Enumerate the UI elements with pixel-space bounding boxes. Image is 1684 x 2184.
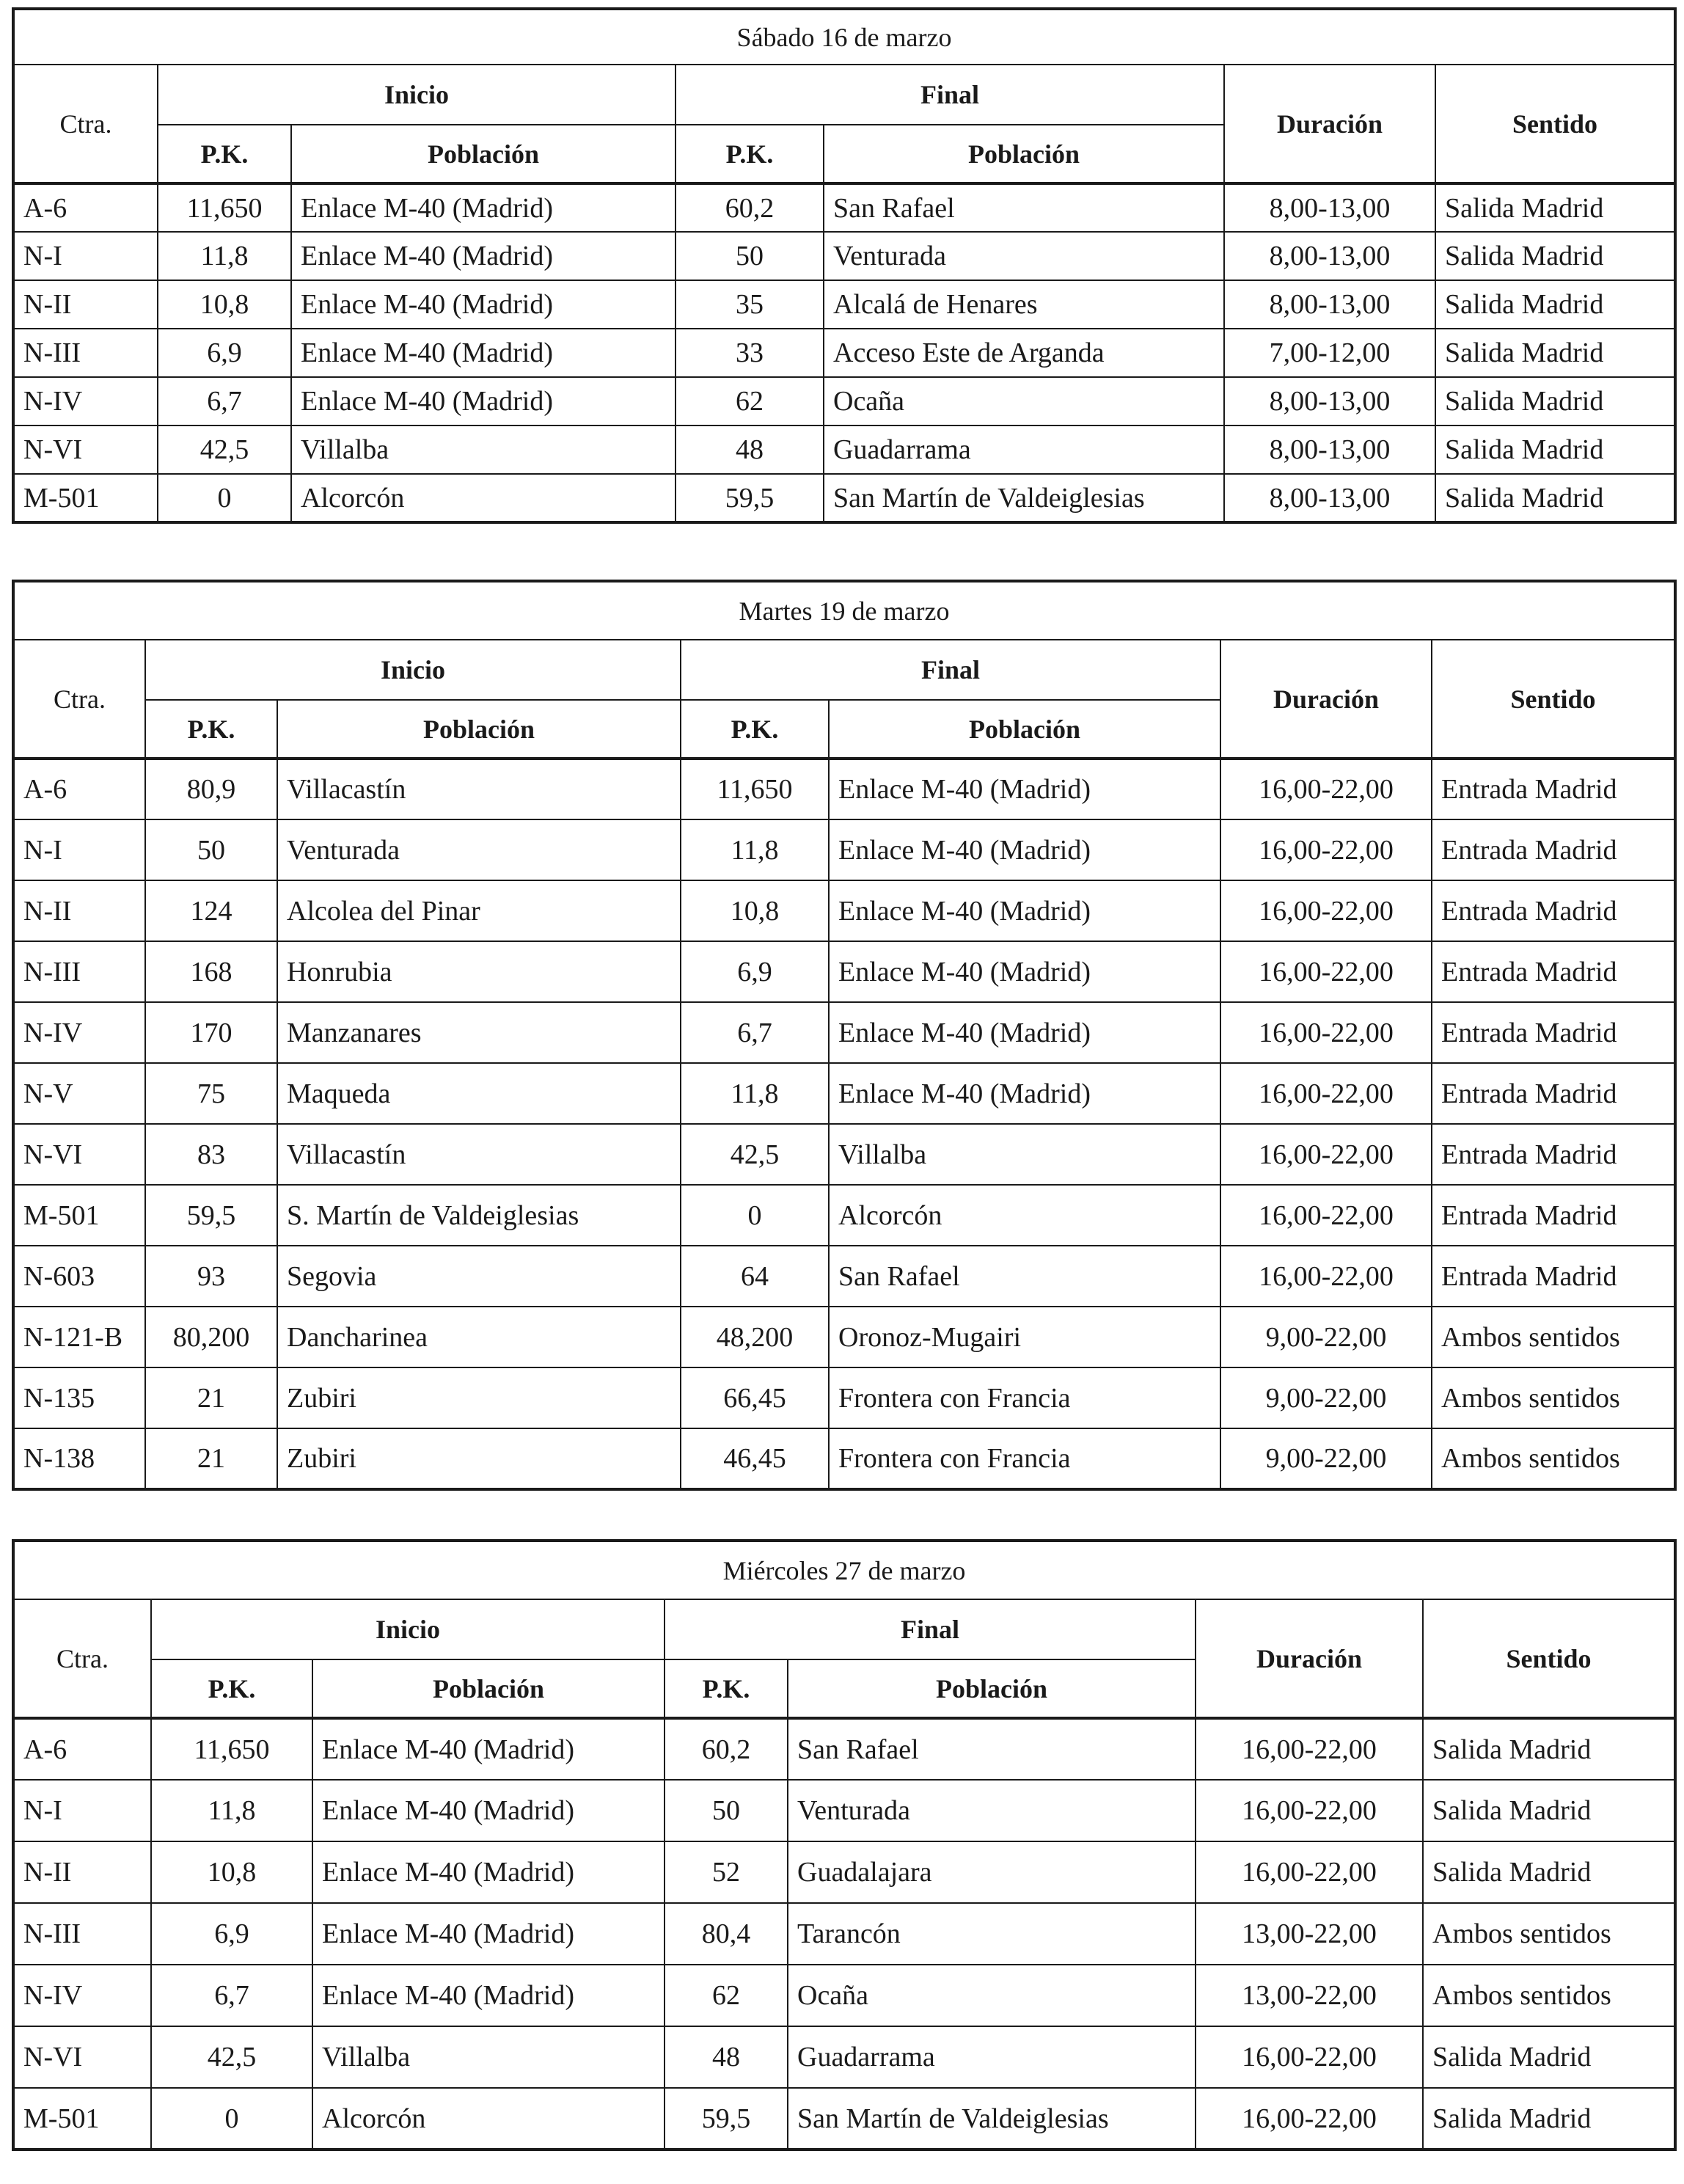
cell-pk-inicio: 6,9 [151, 1903, 312, 1965]
cell-poblacion-inicio: Alcorcón [312, 2088, 665, 2150]
cell-poblacion-inicio: Zubiri [277, 1367, 681, 1428]
cell-pk-inicio: 42,5 [151, 2026, 312, 2088]
cell-poblacion-inicio: Villalba [312, 2026, 665, 2088]
cell-pk-final: 42,5 [681, 1124, 829, 1185]
cell-sentido: Salida Madrid [1435, 329, 1675, 377]
table-row [13, 941, 1675, 1002]
table-row [13, 1124, 1675, 1185]
cell-duracion: 8,00-13,00 [1224, 183, 1435, 232]
col-header-poblacion-inicio: Población [291, 125, 676, 183]
col-header-ctra: Ctra. [13, 640, 145, 759]
cell-pk-inicio: 83 [145, 1124, 277, 1185]
cell-pk-final: 52 [665, 1841, 788, 1903]
cell-poblacion-inicio: Venturada [277, 819, 681, 880]
cell-sentido: Ambos sentidos [1432, 1367, 1675, 1428]
col-header-poblacion-final: Población [824, 125, 1224, 183]
col-header-pk-final: P.K. [676, 125, 824, 183]
cell-poblacion-final: Villalba [829, 1124, 1220, 1185]
col-header-sentido: Sentido [1435, 65, 1675, 183]
cell-sentido: Salida Madrid [1423, 1780, 1675, 1841]
col-header-inicio: Inicio [151, 1599, 665, 1659]
col-header-inicio: Inicio [145, 640, 681, 700]
cell-duracion: 8,00-13,00 [1224, 377, 1435, 426]
cell-pk-final: 60,2 [665, 1718, 788, 1780]
cell-poblacion-inicio: Enlace M-40 (Madrid) [291, 280, 676, 329]
cell-poblacion-inicio: Enlace M-40 (Madrid) [312, 1965, 665, 2026]
cell-poblacion-final: San Martín de Valdeiglesias [788, 2088, 1196, 2150]
cell-duracion: 9,00-22,00 [1220, 1428, 1432, 1489]
cell-poblacion-inicio: S. Martín de Valdeiglesias [277, 1185, 681, 1246]
cell-ctra: N-II [13, 1841, 151, 1903]
cell-duracion: 16,00-22,00 [1220, 1002, 1432, 1063]
cell-pk-final: 11,650 [681, 759, 829, 819]
cell-pk-inicio: 10,8 [151, 1841, 312, 1903]
col-header-inicio: Inicio [158, 65, 676, 125]
cell-ctra: N-II [13, 280, 158, 329]
cell-pk-final: 11,8 [681, 819, 829, 880]
cell-poblacion-inicio: Dancharinea [277, 1307, 681, 1367]
cell-pk-inicio: 59,5 [145, 1185, 277, 1246]
table-row [13, 280, 1675, 329]
cell-poblacion-final: San Martín de Valdeiglesias [824, 474, 1224, 522]
cell-ctra: A-6 [13, 183, 158, 232]
cell-sentido: Ambos sentidos [1432, 1428, 1675, 1489]
cell-duracion: 8,00-13,00 [1224, 280, 1435, 329]
cell-duracion: 7,00-12,00 [1224, 329, 1435, 377]
cell-pk-inicio: 11,650 [158, 183, 291, 232]
table-row [13, 1903, 1675, 1965]
cell-poblacion-final: Frontera con Francia [829, 1428, 1220, 1489]
cell-pk-inicio: 11,650 [151, 1718, 312, 1780]
col-header-pk-inicio: P.K. [151, 1659, 312, 1718]
col-header-ctra: Ctra. [13, 1599, 151, 1718]
cell-pk-final: 62 [676, 377, 824, 426]
cell-poblacion-final: Alcorcón [829, 1185, 1220, 1246]
cell-poblacion-inicio: Alcorcón [291, 474, 676, 522]
cell-poblacion-inicio: Enlace M-40 (Madrid) [291, 377, 676, 426]
cell-duracion: 13,00-22,00 [1196, 1965, 1423, 2026]
col-header-duracion: Duración [1196, 1599, 1423, 1718]
cell-poblacion-inicio: Honrubia [277, 941, 681, 1002]
cell-pk-inicio: 0 [158, 474, 291, 522]
cell-pk-inicio: 124 [145, 880, 277, 941]
cell-sentido: Salida Madrid [1435, 232, 1675, 280]
table-row [13, 1307, 1675, 1367]
cell-poblacion-inicio: Enlace M-40 (Madrid) [291, 183, 676, 232]
date-row [13, 1541, 1675, 1599]
cell-pk-inicio: 21 [145, 1367, 277, 1428]
schedule-table-sabado [12, 7, 1677, 524]
table-row [13, 1428, 1675, 1489]
cell-duracion: 16,00-22,00 [1196, 1841, 1423, 1903]
cell-poblacion-final: Tarancón [788, 1903, 1196, 1965]
cell-pk-inicio: 6,7 [158, 377, 291, 426]
col-header-final: Final [676, 65, 1224, 125]
cell-poblacion-final: Acceso Este de Arganda [824, 329, 1224, 377]
col-header-pk-inicio: P.K. [145, 700, 277, 759]
header-row [13, 1599, 1675, 1659]
table-date: Sábado 16 de marzo [13, 9, 1675, 65]
cell-poblacion-final: Enlace M-40 (Madrid) [829, 819, 1220, 880]
cell-duracion: 9,00-22,00 [1220, 1307, 1432, 1367]
cell-duracion: 16,00-22,00 [1220, 759, 1432, 819]
cell-ctra: M-501 [13, 474, 158, 522]
col-header-duracion: Duración [1224, 65, 1435, 183]
cell-pk-final: 50 [665, 1780, 788, 1841]
cell-ctra: M-501 [13, 2088, 151, 2150]
cell-pk-final: 48 [676, 426, 824, 474]
col-header-pk-inicio: P.K. [158, 125, 291, 183]
col-header-pk-final: P.K. [665, 1659, 788, 1718]
cell-ctra: M-501 [13, 1185, 145, 1246]
cell-sentido: Salida Madrid [1423, 1718, 1675, 1780]
cell-poblacion-final: San Rafael [788, 1718, 1196, 1780]
cell-duracion: 16,00-22,00 [1220, 1124, 1432, 1185]
cell-poblacion-final: San Rafael [829, 1246, 1220, 1307]
cell-sentido: Entrada Madrid [1432, 941, 1675, 1002]
cell-sentido: Salida Madrid [1423, 2026, 1675, 2088]
schedule-table-martes [12, 580, 1677, 1491]
table-row [13, 1780, 1675, 1841]
cell-sentido: Salida Madrid [1435, 183, 1675, 232]
cell-poblacion-final: Venturada [824, 232, 1224, 280]
cell-pk-final: 46,45 [681, 1428, 829, 1489]
table-row [13, 819, 1675, 880]
cell-pk-final: 59,5 [676, 474, 824, 522]
cell-pk-final: 62 [665, 1965, 788, 2026]
cell-ctra: N-VI [13, 426, 158, 474]
col-header-poblacion-final: Población [788, 1659, 1196, 1718]
table-row [13, 232, 1675, 280]
col-header-sentido: Sentido [1432, 640, 1675, 759]
cell-duracion: 16,00-22,00 [1220, 880, 1432, 941]
cell-duracion: 16,00-22,00 [1196, 2088, 1423, 2150]
col-header-poblacion-inicio: Población [312, 1659, 665, 1718]
cell-duracion: 16,00-22,00 [1196, 1780, 1423, 1841]
table-row [13, 1185, 1675, 1246]
table-date: Miércoles 27 de marzo [13, 1541, 1675, 1599]
cell-duracion: 8,00-13,00 [1224, 232, 1435, 280]
cell-poblacion-final: Venturada [788, 1780, 1196, 1841]
date-row [13, 9, 1675, 65]
cell-pk-final: 60,2 [676, 183, 824, 232]
cell-duracion: 16,00-22,00 [1220, 819, 1432, 880]
cell-duracion: 16,00-22,00 [1220, 941, 1432, 1002]
cell-sentido: Entrada Madrid [1432, 1124, 1675, 1185]
cell-pk-final: 59,5 [665, 2088, 788, 2150]
cell-poblacion-final: Ocaña [788, 1965, 1196, 2026]
cell-poblacion-final: Guadarrama [824, 426, 1224, 474]
cell-pk-inicio: 11,8 [158, 232, 291, 280]
col-header-sentido: Sentido [1423, 1599, 1675, 1718]
cell-ctra: N-IV [13, 1002, 145, 1063]
cell-pk-final: 48,200 [681, 1307, 829, 1367]
cell-poblacion-inicio: Enlace M-40 (Madrid) [291, 329, 676, 377]
cell-poblacion-final: Frontera con Francia [829, 1367, 1220, 1428]
table-row [13, 1002, 1675, 1063]
table-row [13, 880, 1675, 941]
table-date: Martes 19 de marzo [13, 581, 1675, 640]
table-row [13, 329, 1675, 377]
cell-duracion: 16,00-22,00 [1196, 1718, 1423, 1780]
cell-pk-final: 0 [681, 1185, 829, 1246]
col-header-poblacion-inicio: Población [277, 700, 681, 759]
cell-sentido: Salida Madrid [1423, 1841, 1675, 1903]
cell-sentido: Salida Madrid [1423, 2088, 1675, 2150]
cell-ctra: N-III [13, 1903, 151, 1965]
schedule-table-miercoles [12, 1539, 1677, 2151]
cell-poblacion-final: Ocaña [824, 377, 1224, 426]
cell-pk-inicio: 168 [145, 941, 277, 1002]
cell-pk-final: 6,7 [681, 1002, 829, 1063]
cell-duracion: 9,00-22,00 [1220, 1367, 1432, 1428]
cell-ctra: N-III [13, 941, 145, 1002]
table-row [13, 183, 1675, 232]
cell-pk-inicio: 42,5 [158, 426, 291, 474]
col-header-final: Final [681, 640, 1220, 700]
header-row [13, 640, 1675, 700]
col-header-duracion: Duración [1220, 640, 1432, 759]
cell-poblacion-final: Enlace M-40 (Madrid) [829, 759, 1220, 819]
table-row [13, 1063, 1675, 1124]
cell-ctra: N-III [13, 329, 158, 377]
cell-pk-final: 10,8 [681, 880, 829, 941]
cell-pk-final: 6,9 [681, 941, 829, 1002]
cell-ctra: N-VI [13, 1124, 145, 1185]
col-header-poblacion-final: Población [829, 700, 1220, 759]
cell-pk-inicio: 80,9 [145, 759, 277, 819]
cell-poblacion-inicio: Maqueda [277, 1063, 681, 1124]
cell-sentido: Salida Madrid [1435, 280, 1675, 329]
cell-poblacion-inicio: Enlace M-40 (Madrid) [312, 1718, 665, 1780]
cell-pk-inicio: 50 [145, 819, 277, 880]
cell-sentido: Salida Madrid [1435, 377, 1675, 426]
cell-ctra: N-I [13, 1780, 151, 1841]
cell-sentido: Ambos sentidos [1432, 1307, 1675, 1367]
cell-sentido: Ambos sentidos [1423, 1965, 1675, 2026]
table-row [13, 426, 1675, 474]
cell-pk-inicio: 93 [145, 1246, 277, 1307]
cell-poblacion-final: Enlace M-40 (Madrid) [829, 880, 1220, 941]
cell-poblacion-final: Alcalá de Henares [824, 280, 1224, 329]
cell-pk-final: 33 [676, 329, 824, 377]
header-row [13, 65, 1675, 125]
table-row [13, 1841, 1675, 1903]
cell-pk-final: 35 [676, 280, 824, 329]
cell-ctra: N-IV [13, 377, 158, 426]
cell-pk-inicio: 6,7 [151, 1965, 312, 2026]
cell-poblacion-inicio: Enlace M-40 (Madrid) [312, 1903, 665, 1965]
table-row [13, 1367, 1675, 1428]
cell-poblacion-inicio: Enlace M-40 (Madrid) [291, 232, 676, 280]
col-header-pk-final: P.K. [681, 700, 829, 759]
cell-pk-inicio: 80,200 [145, 1307, 277, 1367]
cell-pk-final: 64 [681, 1246, 829, 1307]
cell-poblacion-inicio: Villacastín [277, 759, 681, 819]
cell-ctra: N-V [13, 1063, 145, 1124]
cell-duracion: 16,00-22,00 [1196, 2026, 1423, 2088]
table-row [13, 2088, 1675, 2150]
table-row [13, 1246, 1675, 1307]
cell-duracion: 8,00-13,00 [1224, 426, 1435, 474]
cell-poblacion-inicio: Manzanares [277, 1002, 681, 1063]
cell-ctra: N-121-B [13, 1307, 145, 1367]
cell-pk-final: 80,4 [665, 1903, 788, 1965]
cell-duracion: 13,00-22,00 [1196, 1903, 1423, 1965]
cell-duracion: 16,00-22,00 [1220, 1185, 1432, 1246]
cell-sentido: Entrada Madrid [1432, 1002, 1675, 1063]
col-header-ctra: Ctra. [13, 65, 158, 183]
cell-ctra: A-6 [13, 1718, 151, 1780]
cell-ctra: N-II [13, 880, 145, 941]
cell-sentido: Entrada Madrid [1432, 759, 1675, 819]
cell-pk-inicio: 75 [145, 1063, 277, 1124]
cell-duracion: 16,00-22,00 [1220, 1246, 1432, 1307]
cell-sentido: Entrada Madrid [1432, 1246, 1675, 1307]
cell-poblacion-inicio: Villalba [291, 426, 676, 474]
cell-poblacion-inicio: Enlace M-40 (Madrid) [312, 1780, 665, 1841]
cell-ctra: N-603 [13, 1246, 145, 1307]
cell-poblacion-inicio: Enlace M-40 (Madrid) [312, 1841, 665, 1903]
cell-pk-inicio: 0 [151, 2088, 312, 2150]
cell-ctra: N-138 [13, 1428, 145, 1489]
cell-duracion: 8,00-13,00 [1224, 474, 1435, 522]
cell-sentido: Entrada Madrid [1432, 1063, 1675, 1124]
cell-ctra: N-I [13, 819, 145, 880]
cell-poblacion-inicio: Alcolea del Pinar [277, 880, 681, 941]
cell-pk-inicio: 6,9 [158, 329, 291, 377]
cell-duracion: 16,00-22,00 [1220, 1063, 1432, 1124]
cell-poblacion-final: Oronoz-Mugairi [829, 1307, 1220, 1367]
cell-pk-inicio: 11,8 [151, 1780, 312, 1841]
cell-poblacion-final: Guadalajara [788, 1841, 1196, 1903]
cell-pk-final: 11,8 [681, 1063, 829, 1124]
cell-pk-final: 48 [665, 2026, 788, 2088]
table-row [13, 759, 1675, 819]
cell-poblacion-final: Enlace M-40 (Madrid) [829, 1063, 1220, 1124]
table-row [13, 1965, 1675, 2026]
col-header-final: Final [665, 1599, 1196, 1659]
cell-pk-inicio: 170 [145, 1002, 277, 1063]
cell-poblacion-inicio: Zubiri [277, 1428, 681, 1489]
cell-sentido: Salida Madrid [1435, 474, 1675, 522]
cell-pk-inicio: 10,8 [158, 280, 291, 329]
cell-poblacion-final: Enlace M-40 (Madrid) [829, 941, 1220, 1002]
cell-poblacion-final: San Rafael [824, 183, 1224, 232]
date-row [13, 581, 1675, 640]
cell-pk-final: 66,45 [681, 1367, 829, 1428]
cell-ctra: N-VI [13, 2026, 151, 2088]
cell-poblacion-inicio: Segovia [277, 1246, 681, 1307]
cell-poblacion-final: Guadarrama [788, 2026, 1196, 2088]
cell-ctra: N-135 [13, 1367, 145, 1428]
cell-poblacion-final: Enlace M-40 (Madrid) [829, 1002, 1220, 1063]
table-row [13, 2026, 1675, 2088]
cell-sentido: Entrada Madrid [1432, 880, 1675, 941]
cell-pk-inicio: 21 [145, 1428, 277, 1489]
cell-poblacion-inicio: Villacastín [277, 1124, 681, 1185]
cell-pk-final: 50 [676, 232, 824, 280]
cell-ctra: N-I [13, 232, 158, 280]
cell-ctra: N-IV [13, 1965, 151, 2026]
cell-sentido: Salida Madrid [1435, 426, 1675, 474]
cell-ctra: A-6 [13, 759, 145, 819]
table-row [13, 1718, 1675, 1780]
cell-sentido: Entrada Madrid [1432, 1185, 1675, 1246]
table-row [13, 377, 1675, 426]
cell-sentido: Ambos sentidos [1423, 1903, 1675, 1965]
table-row [13, 474, 1675, 522]
cell-sentido: Entrada Madrid [1432, 819, 1675, 880]
